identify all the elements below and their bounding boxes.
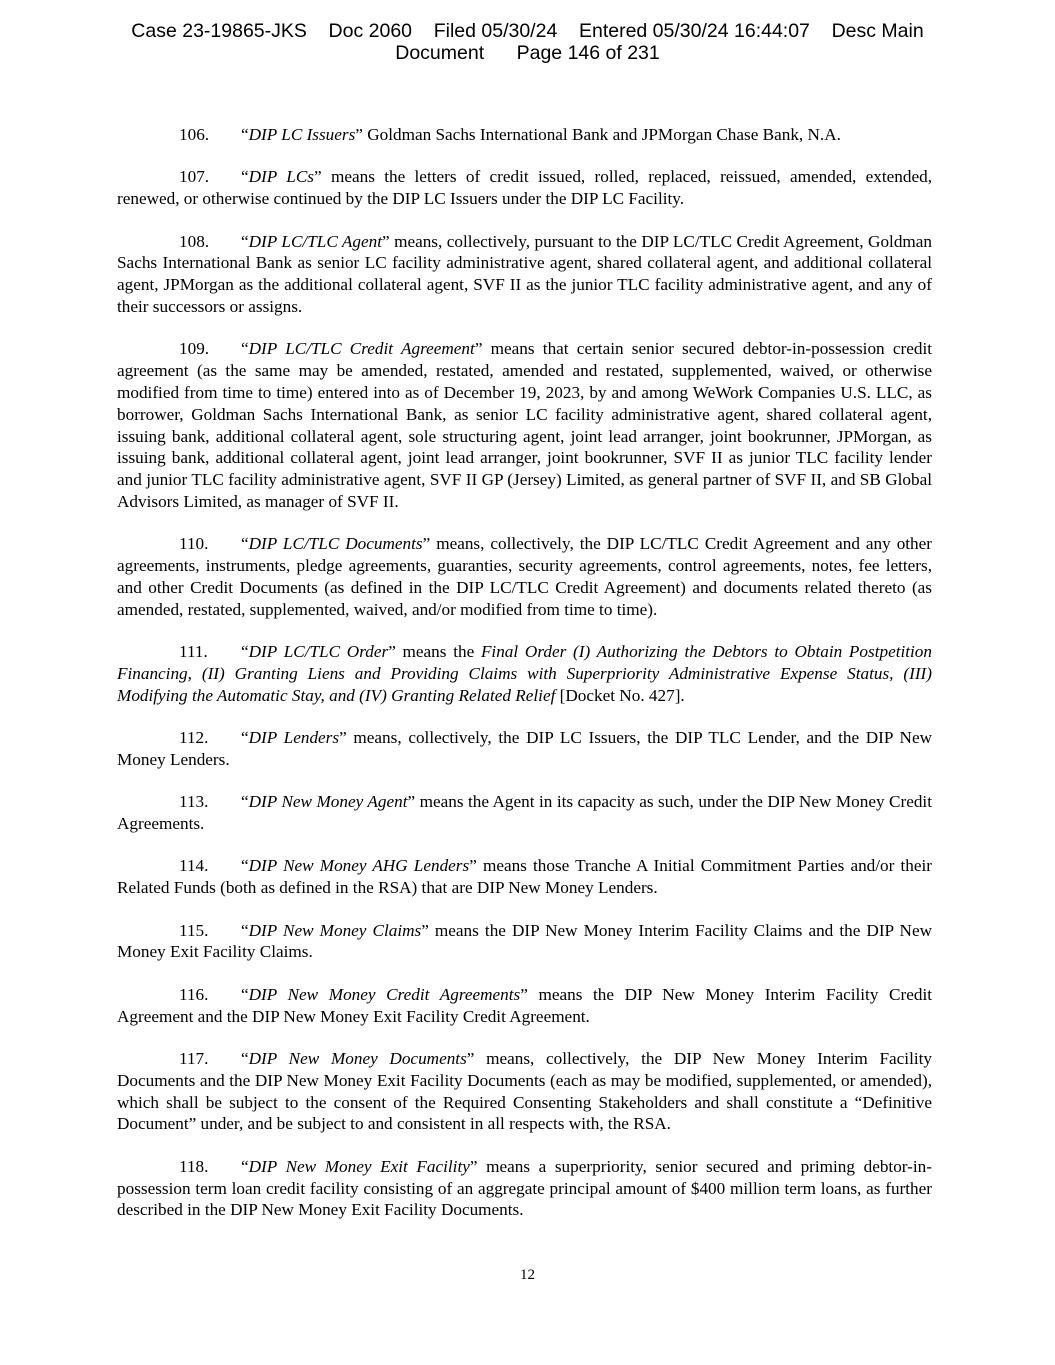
definition-paragraph: 113. “DIP New Money Agent” means the Agent in its capacity as such, under the DIP New Money Credit Agreements. — [117, 792, 932, 834]
defined-term: DIP New Money Exit Facility — [248, 1156, 470, 1176]
defined-term: DIP New Money Claims — [248, 920, 422, 940]
defined-term: DIP New Money Documents — [248, 1049, 467, 1069]
order-title: Final Order (I) Authorizing the Debtors to Obtain Postpetition Financing, (II) Granting Liens and Providing Claims with Superpriority Administrative Expense Status, (III) Modifying the Automatic Stay, and (IV) Granting Related Relief — [117, 642, 932, 705]
docket-reference: [Docket No. 427]. — [555, 685, 685, 705]
definition-number: 107. — [179, 167, 210, 187]
definition-paragraph: 107. “DIP LCs” means the letters of credit issued, rolled, replaced, reissued, amended, extended, renewed, or otherwise continued by the DIP LC Issuers under the DIP LC Facility. — [117, 167, 933, 209]
definition-number: 114. — [179, 856, 209, 876]
definitions-body — [117, 124, 932, 1242]
page-number: 12 — [520, 1267, 535, 1283]
defined-term: DIP New Money Agent — [248, 792, 408, 812]
definition-text: means that certain senior secured debtor-in-possession credit agreement (as the same may be amended, restated, amended and restated, supplemented, waived, or otherwise modified from time to time) entered into as of December 19, 2023, by and among WeWork Companies U.S. LLC, as borrower, Goldman Sachs International Bank, as senior LC facility administrative agent, shared collateral agent, issuing bank, additional collateral agent, sole structuring agent, joint lead arranger, joint bookrunner, JPMorgan, as issuing bank, additional collateral agent, joint lead arranger, joint bookrunner, SVF II as junior TLC facility lender and junior TLC facility administrative agent, SVF II GP (Jersey) Limited, as general partner of SVF II, and SB Global Advisors Limited, as manager of SVF II. — [117, 339, 932, 511]
filing-header-line-1: Case 23-19865-JKS Doc 2060 Filed 05/30/24 Entered 05/30/24 16:44:07 Desc Main — [131, 20, 924, 42]
definition-number: 108. — [179, 231, 210, 251]
definition-text: Goldman Sachs International Bank and JPMorgan Chase Bank, N.A. — [362, 125, 841, 144]
definition-paragraph: 116. “DIP New Money Credit Agreements” means the DIP New Money Interim Facility Credit Agreement and the DIP New Money Exit Facility Credit Agreement. — [117, 984, 932, 1026]
defined-term: DIP Lenders — [248, 728, 340, 748]
definition-text: means a superpriority, senior secured and priming debtor-in-possession term loan credit facility consisting of an aggregate principal amount of $400 million term loans, as further described in the DIP New Money Exit Facility Documents. — [117, 1156, 932, 1220]
definition-number: 113. — [179, 792, 209, 812]
definition-paragraph: 106. “DIP LC Issuers” Goldman Sachs International Bank and JPMorgan Chase Bank, N.A. — [179, 125, 841, 144]
defined-term: DIP LC/TLC Agent — [248, 231, 382, 251]
defined-term: DIP LC/TLC Documents — [248, 534, 423, 554]
definition-text: means those Tranche A Initial Commitment Parties and/or their Related Funds (both as defined in the RSA) that are DIP New Money Lenders. — [117, 856, 932, 898]
defined-term: DIP New Money AHG Lenders — [248, 856, 470, 876]
definition-paragraph: 108. “DIP LC/TLC Agent” means, collectively, pursuant to the DIP LC/TLC Credit Agreement, Goldman Sachs International Bank as senior LC facility administrative agent, shared collateral agent, and additional collateral agent, JPMorgan as the additional collateral agent, SVF II as the junior TLC facility administrative agent, and any of their successors or assigns. — [117, 231, 933, 316]
definition-text: means, collectively, the DIP LC/TLC Credit Agreement and any other agreements, instruments, pledge agreements, guaranties, security agreements, control agreements, notes, fee letters, and other Credit Documents (as defined in the DIP LC/TLC Credit Agreement) and documents related thereto (as amended, restated, supplemented, waived, and/or modified from time to time). — [117, 534, 933, 619]
definition-number: 116. — [179, 984, 209, 1004]
definition-number: 115. — [179, 920, 209, 940]
definition-text: means, collectively, the DIP New Money Interim Facility Documents and the DIP New Money Exit Facility Documents (each as may be modified, supplemented, or amended), which shall be subject to the consent of the Required Consenting Stakeholders and shall constitute a “Definitive Document” under, and be subject to and consistent in all respects with, the RSA. — [117, 1049, 932, 1134]
defined-term: DIP LC/TLC Order — [248, 642, 389, 662]
definition-text: means the Agent in its capacity as such, under the DIP New Money Credit Agreements. — [117, 792, 932, 834]
definition-number: 112. — [179, 728, 209, 748]
definition-number: 109. — [179, 339, 210, 359]
definition-paragraph: 109. “DIP LC/TLC Credit Agreement” means that certain senior secured debtor-in-possession credit agreement (as the same may be amended, restated, amended and restated, supplemented, waived, or otherwise modified from time to time) entered into as of December 19, 2023, by and among WeWork Companies U.S. LLC, as borrower, Goldman Sachs International Bank, as senior LC facility administrative agent, shared collateral agent, issuing bank, additional collateral agent, sole structuring agent, joint lead arranger, joint bookrunner, JPMorgan, as issuing bank, additional collateral agent, joint lead arranger, joint bookrunner, SVF II as junior TLC facility lender and junior TLC facility administrative agent, SVF II GP (Jersey) Limited, as general partner of SVF II, and SB Global Advisors Limited, as manager of SVF II. — [117, 339, 932, 511]
definition-number: 111. — [179, 642, 208, 662]
defined-term: DIP LC/TLC Credit Agreement — [248, 339, 475, 359]
definition-paragraph: 117. “DIP New Money Documents” means, collectively, the DIP New Money Interim Facility Documents and the DIP New Money Exit Facility Documents (each as may be modified, supplemented, or amended), which shall be subject to the consent of the Required Consenting Stakeholders and shall constitute a “Definitive Document” under, and be subject to and consistent in all respects with, the RSA. — [117, 1049, 932, 1134]
definition-paragraph: 112. “DIP Lenders” means, collectively, the DIP LC Issuers, the DIP TLC Lender, and the DIP New Money Lenders. — [117, 728, 932, 769]
definition-paragraph: 115. “DIP New Money Claims” means the DIP New Money Interim Facility Claims and the DIP New Money Exit Facility Claims. — [117, 920, 932, 962]
definition-text: means, collectively, the DIP LC Issuers, the DIP TLC Lender, and the DIP New Money Lenders. — [117, 728, 932, 769]
definition-number: 117. — [179, 1049, 209, 1069]
filing-header-line-2: Document Page 146 of 231 — [395, 42, 660, 64]
definition-paragraph: 111. “DIP LC/TLC Order” means the Final Order (I) Authorizing the Debtors to Obtain Postpetition Financing, (II) Granting Liens and Providing Claims with Superpriority Administrative Expense Status, (III) Modifying the Automatic Stay, and (IV) Granting Related Relief [Docket No. 427]. — [117, 642, 932, 705]
definition-paragraph: 118. “DIP New Money Exit Facility” means a superpriority, senior secured and priming debtor-in-possession term loan credit facility consisting of an aggregate principal amount of $400 million term loans, as further described in the DIP New Money Exit Facility Documents. — [117, 1156, 932, 1220]
defined-term: DIP LCs — [248, 167, 315, 187]
definition-text: means the — [395, 642, 481, 662]
defined-term: DIP LC Issuers — [248, 125, 356, 144]
definition-paragraph: 114. “DIP New Money AHG Lenders” means those Tranche A Initial Commitment Parties and/or their Related Funds (both as defined in the RSA) that are DIP New Money Lenders. — [117, 856, 932, 898]
court-filing-header — [0, 20, 1055, 64]
definition-number: 118. — [179, 1156, 209, 1176]
definition-number: 110. — [179, 534, 209, 554]
definition-text: means the DIP New Money Interim Facility Claims and the DIP New Money Exit Facility Claims. — [117, 920, 932, 962]
definition-text: means the DIP New Money Interim Facility Credit Agreement and the DIP New Money Exit Facility Credit Agreement. — [117, 984, 932, 1026]
defined-term: DIP New Money Credit Agreements — [248, 984, 521, 1004]
definition-text: means the letters of credit issued, rolled, replaced, reissued, amended, extended, renewed, or otherwise continued by the DIP LC Issuers under the DIP LC Facility. — [117, 167, 933, 209]
definition-paragraph: 110. “DIP LC/TLC Documents” means, collectively, the DIP LC/TLC Credit Agreement and any other agreements, instruments, pledge agreements, guaranties, security agreements, control agreements, notes, fee letters, and other Credit Documents (as defined in the DIP LC/TLC Credit Agreement) and documents related thereto (as amended, restated, supplemented, waived, and/or modified from time to time). — [117, 534, 933, 619]
definition-number: 106. — [179, 125, 210, 144]
definition-text: means, collectively, pursuant to the DIP LC/TLC Credit Agreement, Goldman Sachs International Bank as senior LC facility administrative agent, shared collateral agent, and additional collateral agent, JPMorgan as the additional collateral agent, SVF II as the junior TLC facility administrative agent, and any of their successors or assigns. — [117, 231, 933, 316]
